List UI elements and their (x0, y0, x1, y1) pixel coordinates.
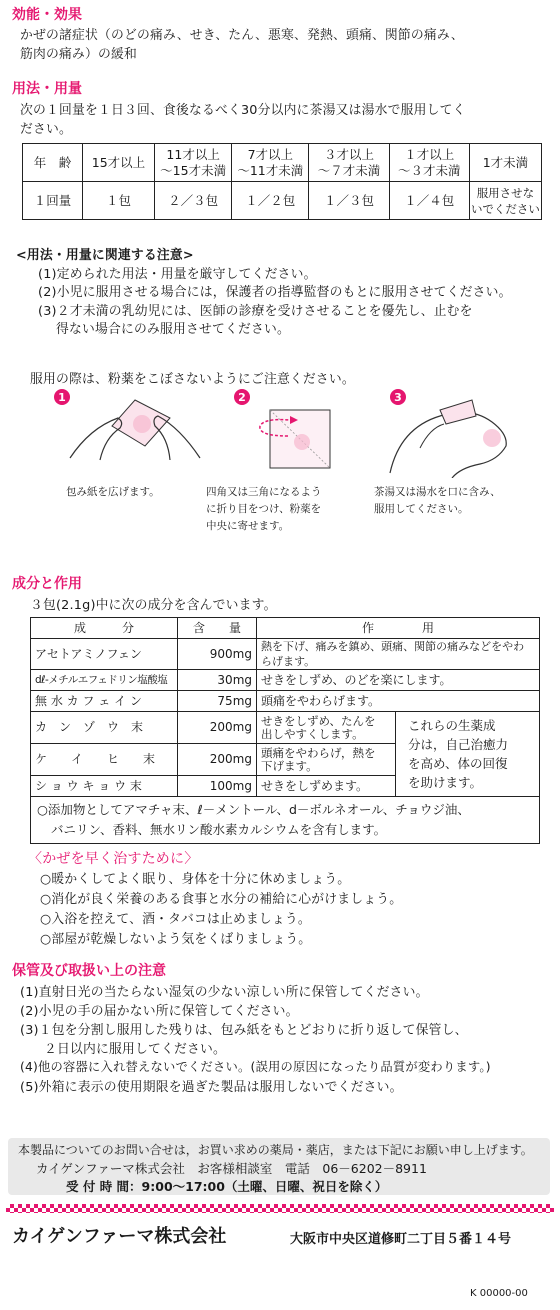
ing-name: dℓ-メチルエフェドリン塩酸塩 (31, 670, 178, 691)
ing-amount: 30mg (178, 670, 257, 691)
table-row (31, 670, 540, 691)
precaution-item: (1)定められた用法・用量を厳守してください。 (38, 267, 317, 282)
dose-cell: 服用させな いでください (469, 182, 541, 220)
dosage-line: 次の１回量を１日３回、食後なるべく30分以内に茶湯又は湯水で服用してく (20, 103, 466, 118)
storage-item: (3)１包を分割し服用した残りは、包み紙をもとどおりに折り返して保管し、 (20, 1023, 468, 1038)
age-cell: ３才以上 ～７才未満 (309, 144, 389, 182)
ing-action: 頭痛をやわらげます。 (257, 691, 540, 712)
additives-line: バニリン、香料、無水リン酸水素カルシウムを含有します。 (51, 822, 387, 837)
contact-line: カイゲンファーマ株式会社 お客様相談室 電話 06－6202－8911 (36, 1161, 427, 1176)
age-cell: １才以上 ～３才未満 (389, 144, 469, 182)
ing-action: せきをしずめます。 (257, 776, 396, 797)
tip-item: ○部屋が乾燥しないよう気をくばりましょう。 (40, 932, 312, 947)
table-row (31, 639, 540, 670)
step2-caption: 四角又は三角になるよう (206, 486, 322, 498)
tip-item: ○暖かくしてよく眠り、身体を十分に休めましょう。 (40, 872, 351, 887)
dosage-line: ださい。 (20, 122, 72, 137)
contact-hours: 受 付 時 間：9:00～17:00（土曜、日曜、祝日を除く） (66, 1179, 388, 1194)
storage-item: (1)直射日光の当たらない湿気の少ない涼しい所に保管してください。 (20, 985, 429, 1000)
product-code: K 00000-00 (470, 1288, 528, 1299)
step2-number: 2 (238, 391, 246, 404)
tips-title: 〈かぜを早く治すために〉 (28, 851, 199, 867)
ing-header-name: 成 分 (31, 618, 178, 639)
precaution-item: (2)小児に服用させる場合には，保護者の指導監督のもとに服用させてください。 (38, 285, 512, 300)
storage-item: (2)小児の手の届かない所に保管してください。 (20, 1004, 299, 1019)
dosage-table (22, 143, 542, 220)
ing-name: 無 水 カ フ ェ イ ン (31, 691, 178, 712)
checker-band (6, 1204, 554, 1213)
step3-caption: 服用してください。 (374, 503, 469, 515)
tip-item: ○消化が良く栄養のある食事と水分の補給に心がけましょう。 (40, 892, 403, 907)
dose-header: １回量 (23, 182, 83, 220)
ing-name: ケ イ ヒ 末 (31, 744, 178, 776)
table-row (31, 691, 540, 712)
ingredients-table (30, 617, 540, 844)
step2-illustration (228, 388, 358, 476)
contact-box (8, 1138, 550, 1195)
step3-caption: 茶湯又は湯水を口に含み、 (374, 486, 501, 498)
ing-amount: 100mg (178, 776, 257, 797)
table-row (31, 712, 540, 744)
age-cell: 15才以上 (82, 144, 154, 182)
company-name: カイゲンファーマ株式会社 (12, 1226, 227, 1247)
ingredients-intro: ３包(2.1g)中に次の成分を含んでいます。 (30, 598, 277, 613)
storage-item: (5)外箱に表示の使用期限を過ぎた製品は服用しないでください。 (20, 1080, 403, 1095)
age-cell: 1才未満 (469, 144, 541, 182)
age-cell: 11才以上 ～15才未満 (155, 144, 232, 182)
step3-illustration (380, 388, 530, 478)
step2-caption: 中央に寄せます。 (206, 520, 290, 532)
ing-amount: 75mg (178, 691, 257, 712)
ing-header-action: 作 用 (257, 618, 540, 639)
step3-number: 3 (394, 391, 402, 404)
herbal-note: これらの生薬成 分は，自己治癒力 を高め、体の回復 を助けます。 (396, 712, 540, 797)
precaution-item: (3)２才未満の乳幼児には、医師の診療を受けさせることを優先し、止むを (38, 304, 473, 319)
ing-action: せきをしずめ、たんを 出しやすくします。 (257, 712, 396, 744)
storage-title: 保管及び取扱い上の注意 (12, 963, 166, 979)
contact-line: 本製品についてのお問い合せは，お買い求めの薬局・薬店，または下記にお願い申し上げます。 (18, 1143, 533, 1157)
ing-amount: 900mg (178, 639, 257, 670)
age-header: 年 齢 (23, 144, 83, 182)
precautions-title: <用法・用量に関連する注意> (16, 248, 194, 263)
efficacy-line: 筋肉の痛み）の緩和 (20, 47, 137, 62)
age-cell: 7才以上 ～11才未満 (232, 144, 309, 182)
dose-cell: １包 (82, 182, 154, 220)
precaution-item: 得ない場合にのみ服用させてください。 (56, 322, 290, 337)
ing-amount: 200mg (178, 712, 257, 744)
ing-name: シ ョ ウ キ ョ ウ 末 (31, 776, 178, 797)
step2-caption: に折り目をつけ、粉薬を (206, 503, 322, 515)
dosage-title: 用法・用量 (12, 81, 82, 97)
efficacy-line: かぜの諸症状（のどの痛み、せき、たん、悪寒、発熱、頭痛、関節の痛み、 (20, 28, 464, 43)
dose-cell: １／３包 (309, 182, 389, 220)
how-to-intro: 服用の際は、粉薬をこぼさないようにご注意ください。 (30, 372, 355, 387)
storage-item: ２日以内に服用してください。 (44, 1042, 226, 1057)
dose-cell: １／２包 (232, 182, 309, 220)
additives-line: ○添加物としてアマチャ末、ℓ－メントール、d－ボルネオール、チョウジ油、 (37, 802, 470, 817)
ing-amount: 200mg (178, 744, 257, 776)
dose-cell: ２／３包 (155, 182, 232, 220)
table-row (31, 797, 540, 844)
step1-number: 1 (58, 391, 66, 404)
step1-illustration (50, 388, 220, 476)
company-address: 大阪市中央区道修町二丁目５番１４号 (290, 1232, 512, 1247)
ing-action: 頭痛をやわらげ，熱を 下げます。 (257, 744, 396, 776)
ing-action: せきをしずめ、のどを楽にします。 (257, 670, 540, 691)
dose-cell: １／４包 (389, 182, 469, 220)
ing-header-amount: 含 量 (178, 618, 257, 639)
storage-item: (4)他の容器に入れ替えないでください。(誤用の原因になったり品質が変わります。) (20, 1060, 491, 1074)
ingredients-title: 成分と作用 (12, 576, 82, 592)
ing-action: 熱を下げ、痛みを鎮め、頭痛、関節の痛みなどをやわらげます。 (257, 639, 540, 670)
ing-name: カ ン ゾ ウ 末 (31, 712, 178, 744)
tip-item: ○入浴を控えて、酒・タバコは止めましょう。 (40, 912, 311, 927)
ing-name: アセトアミノフェン (31, 639, 178, 670)
step1-caption: 包み紙を広げます。 (66, 486, 160, 498)
efficacy-title: 効能・効果 (12, 7, 82, 23)
